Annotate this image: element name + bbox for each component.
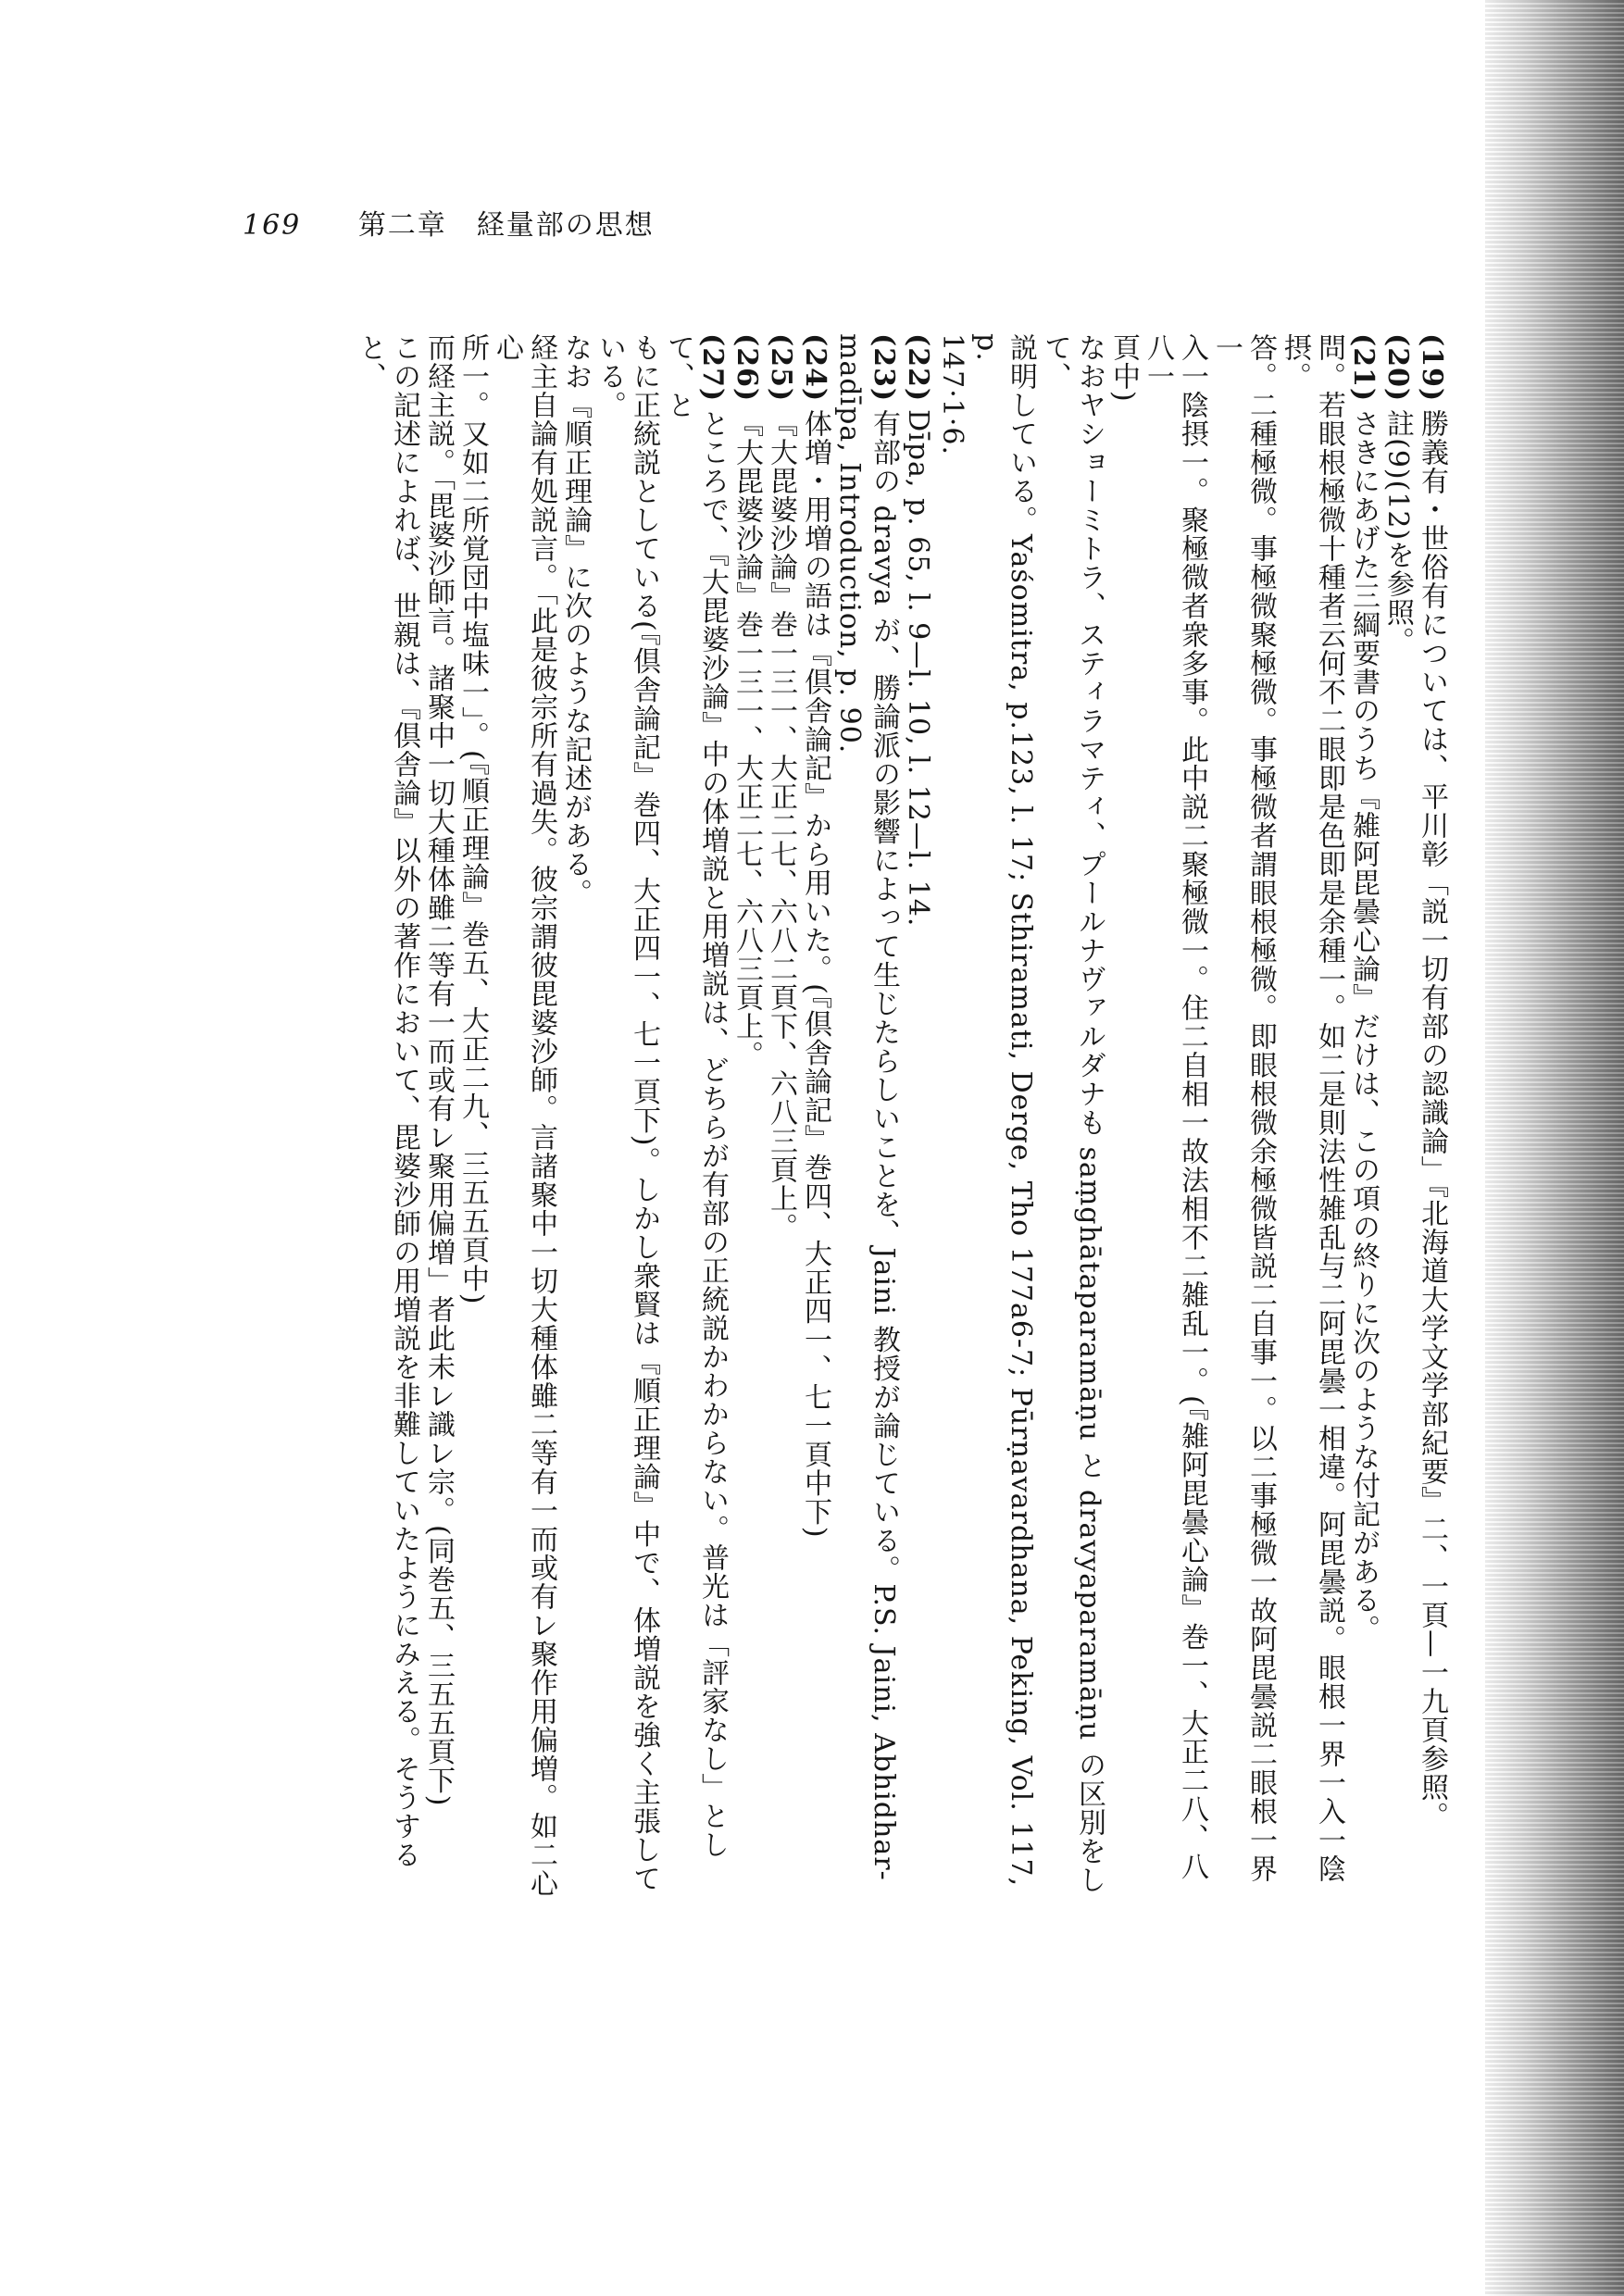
footnote-text: この記述によれば、世親は、『倶舎論』以外の著作において、毘婆沙師の用増説を非難していたようにみえる。そうすると、: [354, 333, 420, 1869]
footnotes-body: [208, 333, 1449, 1907]
page-number: 169: [243, 209, 302, 242]
footnote-text: さきにあげた三綱要書のうち『雑阿毘曇心論』だけは、この項の終りに次のような付記がある。: [1347, 409, 1380, 1644]
footnote-line: [353, 333, 421, 1907]
footnote-number: (25): [765, 333, 797, 403]
footnote-text: 入一陰摂一。聚極微者衆多事。此中説二聚極微一。住二自相一故法相不二雑乱一。(『雑阿毘曇心論』巻一、大正二八、八八一: [1142, 333, 1208, 1881]
footnote: [1346, 333, 1380, 1907]
binding-shadow: [1485, 0, 1624, 2296]
footnote-text: 『大毘婆沙論』巻一三一、大正二七、六八三頁上。: [731, 409, 763, 1070]
footnote-line: [1278, 333, 1346, 1907]
footnote-line: [1106, 333, 1141, 1907]
footnote-number: (26): [731, 333, 763, 403]
footnote-text: 147·1·6.: [936, 333, 968, 456]
footnote-text: ところで、『大毘婆沙論』中の体増説と用増説は、どちらが有部の正統説かわからない。普光は「評家なし」として、と: [662, 333, 729, 1860]
footnote-text: 註(9)(12)を参照。: [1381, 409, 1414, 656]
footnote-line: [593, 333, 627, 1907]
footnote-text: 勝義有・世俗有については、平川彰「説一切有部の認識論」『北海道大学文学部紀要』二、一頁—一九頁参照。: [1416, 409, 1448, 1831]
footnote-number: (22): [902, 333, 934, 403]
footnote-text: 有部の dravya が、勝論派の影響によって生じたらしいことを、Jaini 教授が論じている。P.S. Jaini, Abhidhar-: [868, 409, 900, 1881]
footnote-line: [456, 333, 490, 1907]
footnote-text: 経主自論有処説言。「此是彼宗所有過失。彼宗謂彼毘婆沙師。言諸聚中一切大種体雖二等有一而或有レ聚作用偏増。如二心心: [491, 333, 557, 1898]
footnote-text: Dīpa, p. 65, l. 9—l. 10, l. 12—l. 14.: [902, 409, 934, 928]
footnote-text: 頁中): [1107, 333, 1140, 403]
footnote-text: 『大毘婆沙論』巻一三一、大正二七、六八二頁下、六八三頁上。: [765, 409, 797, 1242]
footnote: [901, 333, 935, 1907]
running-header: [243, 202, 655, 243]
footnote-text: 問。若眼根極微十種者云何不二眼即是色即是余種一。如二是則法性雑乱与二阿毘曇一相違。阿毘曇説。眼根一界一入一陰摂。: [1279, 333, 1345, 1883]
footnote-number: (27): [696, 333, 729, 403]
footnote: [764, 333, 798, 1907]
footnote-number: (24): [799, 333, 831, 403]
footnote-number: (20): [1381, 333, 1414, 403]
footnote-text: 体増・用増の語は『倶舎論記』から用いた。(『倶舎論記』巻四、大正四一、七一頁中下): [799, 409, 831, 1539]
footnote-text: なお『順正理論』に次のような記述がある。: [559, 333, 592, 907]
footnote-line: [1209, 333, 1278, 1907]
footnote-line: [832, 333, 867, 1907]
footnote: [867, 333, 901, 1907]
footnote-line: [558, 333, 593, 1907]
footnote-text: もに正統説としている(『倶舎論記』巻四、大正四一、七一頁下)。しかし衆賢は『順正理論』中で、体増説を強く主張して: [628, 333, 660, 1893]
footnote-text: なおヤショーミトラ、スティラマティ、プールナヴァルダナも saṃghātaparamāṇu と dravyaparamāṇu の区別をして、: [1039, 333, 1106, 1895]
footnote: [1415, 333, 1449, 1907]
footnote-text: 答。二種極微。事極微聚極微。事極微者謂眼根極微。即眼根微余極微皆説二自事一。以二事極微一故阿毘曇説二眼根一界一: [1210, 333, 1277, 1883]
footnote-line: [627, 333, 661, 1907]
footnote: [730, 333, 764, 1907]
footnote-line: [421, 333, 456, 1907]
footnote: [661, 333, 730, 1907]
footnote-text: madīpa, Introduction, p. 90.: [833, 333, 866, 755]
footnote-text: 而経主説。「毘婆沙師言。諸聚中一切大種体雖二等有一而或有レ聚用偏増」者此未レ識レ宗。(同巻五、三五五頁下): [422, 333, 455, 1807]
footnote-line: [490, 333, 558, 1907]
footnote-text: 説明している。Yaśomitra, p.123, l. 17; Sthiramati, Derge, Tho 177a6-7; Pūrṇavardhana, Peking, Vol. 117, p.: [970, 333, 1037, 1888]
footnote-line: [1141, 333, 1209, 1907]
footnote-line: [935, 333, 969, 1907]
footnote-text: 所一。又如二所覚団中塩味一」。(『順正理論』巻五、大正二九、三五五頁中): [456, 333, 489, 1305]
footnote-line: [969, 333, 1038, 1907]
footnote: [798, 333, 832, 1907]
footnote: [1380, 333, 1415, 1907]
footnote-line: [1038, 333, 1106, 1907]
chapter-title: 第二章 経量部の思想: [357, 209, 655, 242]
footnote-number: (23): [868, 333, 900, 403]
footnote-number: (19): [1416, 333, 1448, 403]
footnote-number: (21): [1347, 333, 1380, 403]
footnote-text: いる。: [593, 333, 626, 419]
